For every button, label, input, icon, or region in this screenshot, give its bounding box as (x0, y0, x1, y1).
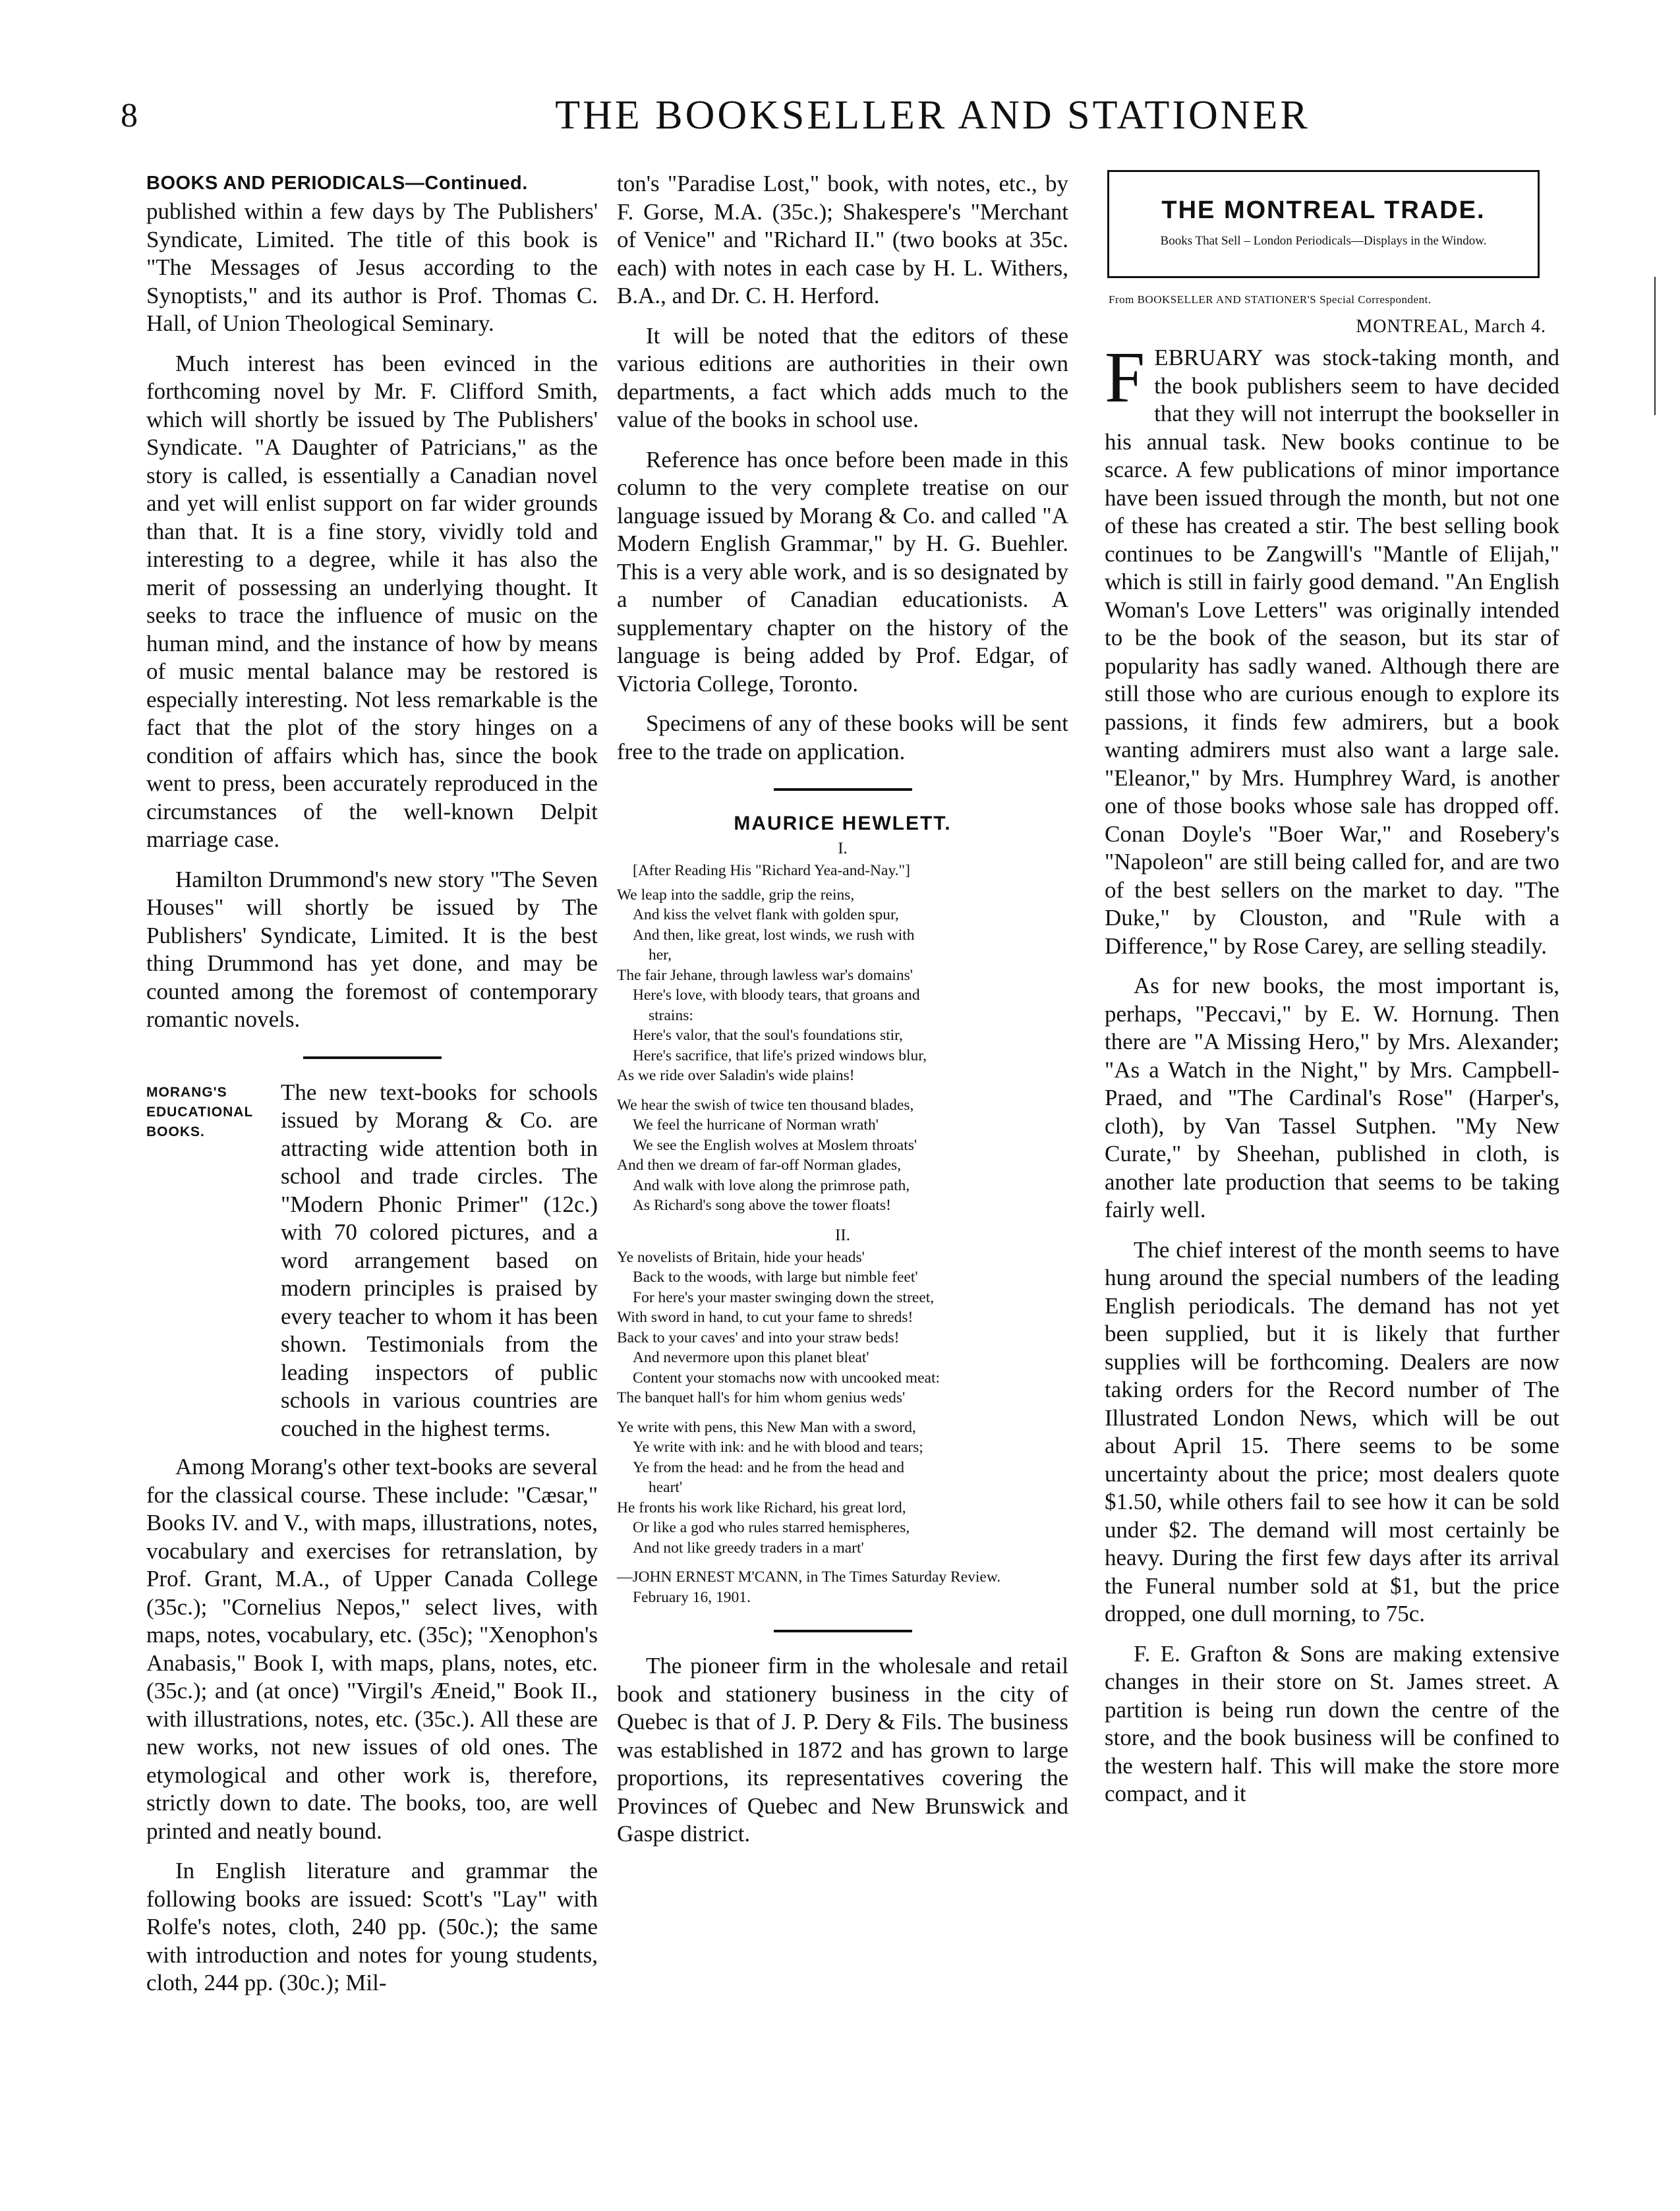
poem-stanza (617, 885, 1068, 1086)
poem (617, 861, 1068, 1607)
poem-line: heart' (649, 1479, 683, 1496)
paragraph: Specimens of any of these books will be sent free to the trade on application. (617, 710, 1068, 764)
poem-part-numeral: II. (835, 1226, 850, 1244)
poem-line: Back to the woods, with large but nimble feet' (633, 1269, 918, 1286)
poem-line: Here's valor, that the soul's foundations stir, (633, 1027, 903, 1044)
poem-line: We see the English wolves at Moslem throats' (633, 1136, 917, 1154)
divider (303, 1056, 442, 1059)
article-title-box (1107, 170, 1540, 278)
poem-line: And then we dream of far-off Norman glades, (617, 1157, 902, 1174)
paragraph: Hamilton Drummond's new story "The Seven Houses" will shortly be issued by The Publishers' Syndicate, Limited. It is the best thing Drummond has yet done, and may be counted among the foremost of contemporary romantic novels. (146, 866, 598, 1032)
poem-line: Back to your caves' and into your straw beds! (617, 1329, 900, 1346)
poem-line: The fair Jehane, through lawless war's domains' (617, 966, 913, 984)
divider (774, 1630, 912, 1632)
page-number: 8 (121, 97, 138, 134)
divider (774, 788, 912, 791)
column-1 (146, 170, 598, 2009)
paragraph: In English literature and grammar the following books are issued: Scott's "Lay" with Rolfe's notes, cloth, 240 pp. (50c.); the same with introduction and notes for young students, cloth, 244 pp. (30c.); Mil- (146, 1858, 598, 1996)
side-heading: MORANG'S EDUCATIONAL BOOKS. (146, 1084, 254, 1139)
poem-line: And nevermore upon this planet bleat' (633, 1349, 869, 1366)
poem-line: With sword in hand, to cut your fame to shreds! (617, 1309, 913, 1326)
poem-line: Here's sacrifice, that life's prized windows blur, (633, 1047, 927, 1064)
poem-title: MAURICE HEWLETT. (734, 813, 952, 834)
masthead-title: THE BOOKSELLER AND STATIONER (555, 93, 1310, 138)
article-title: THE MONTREAL TRADE. (1161, 196, 1486, 224)
poem-line: We hear the swish of twice ten thousand blades, (617, 1096, 914, 1114)
dateline: MONTREAL, March 4. (1356, 316, 1546, 337)
paragraph: The new text-books for schools issued by Morang & Co. are attracting wide attention both in school and trade circles. The "Modern Phonic Primer" (12c.) with 70 colored pictures, and a word arrangement based on modern principles is praised by every teacher to whom it has been shown. Testimonials from the leading inspectors of public schools in various countries are couched in the highest terms. (281, 1079, 598, 1441)
paragraph: Among Morang's other text-books are several for the classical course. These include: "Cæsar," Books IV. and V., with maps, illustrations, notes, vocabulary and exercises for retranslation, by Prof. Grant, M.A., of Upper Canada College (35c.); "Cornelius Nepos," select lives, with maps, notes, vocabulary, etc. (35c); "Xenophon's Anabasis," Book I, with maps, plans, notes, etc. (35c.); and (at once) "Virgil's Æneid," Book II., with illustrations, notes, etc. (35c.). All these are new works, not new issues of old ones. The etymological and other work is, therefore, strictly down to date. The books, too, are well printed and neatly bound. (146, 1454, 598, 1844)
column-rule (1654, 277, 1656, 415)
poem-line: Ye write with pens, this New Man with a sword, (617, 1418, 916, 1436)
poem-attribution (617, 1567, 1068, 1607)
poem-line: As Richard's song above the tower floats! (633, 1197, 891, 1214)
poem-line: And not like greedy traders in a mart' (633, 1539, 864, 1557)
drop-cap: F (1105, 337, 1145, 417)
paragraph: ton's "Paradise Lost," book, with notes, etc., by F. Gorse, M.A. (35c.); Shakespere's "Merchant of Venice" and "Richard II." (two books at 35c. each) with notes in each case by H. L. Withers, B.A., and Dr. C. H. Herford. (617, 171, 1068, 308)
paragraph: F. E. Grafton & Sons are making extensive changes in their store on St. James street. A partition is being run down the centre of the store, and the book business will be confined to the western half. This will make the store more compact, and it (1105, 1640, 1559, 1806)
poem-line: her, (649, 946, 672, 963)
correspondent-line: From BOOKSELLER AND STATIONER'S Special Correspondent. (1109, 293, 1432, 306)
poem-line: Ye from the head: and he from the head and (633, 1458, 904, 1476)
poem-line: Content your stomachs now with uncooked meat: (633, 1369, 941, 1387)
poem-stanza (617, 1248, 1068, 1408)
poem-line: For here's your master swinging down the street, (633, 1288, 935, 1306)
poem-line: Ye write with ink: and he with blood and tears; (633, 1439, 923, 1456)
paragraph: published within a few days by The Publishers' Syndicate, Limited. The title of this book is "The Messages of Jesus according to the Synoptists," and its author is Prof. Thomas C. Hall, of Union Theological Seminary. (146, 198, 598, 336)
paragraph: Much interest has been evinced in the forthcoming novel by Mr. F. Clifford Smith, which will shortly be issued by The Publishers' Syndicate. "A Daughter of Patricians," as the story is called, is essentially a Canadian novel and yet will enlist support on far wider grounds than that. It is a fine story, vividly told and interesting to a degree, while it has also the merit of possessing an underlying thought. It seeks to trace the influence of music on the human mind, and the instance of how by means of music mental balance may be restored is especially interesting. Not less remarkable is the fact that the plot of the story hinges on a condition of affairs which has, since the book went to press, been accurately reproduced in the circumstances of the well-known Delpit marriage case. (146, 350, 598, 852)
poem-subtitle: [After Reading His "Richard Yea-and-Nay."] (633, 862, 910, 879)
poem-line: We leap into the saddle, grip the reins, (617, 886, 855, 904)
paragraph: It will be noted that the editors of these various editions are authorities in their own departments, a fact which adds much to the value of the books in school use. (617, 322, 1068, 432)
poem-line: Ye novelists of Britain, hide your heads' (617, 1248, 865, 1266)
poem-stanza (617, 1095, 1068, 1216)
paragraph: The chief interest of the month seems to have hung around the special numbers of the leading English periodicals. The demand has not yet been supplied, but it is likely that further supplies will be forthcoming. Dealers are now taking orders for the Record number of The Illustrated London News, which will be out about April 15. There seems to be some uncertainty about the price; most dealers quote $1.50, while others fail to see how it can be sold under $2. The demand will most certainly be heavy. During the first few days after its arrival the Funeral number sold at $1, but the price dropped, one dull morning, to 75c. (1105, 1236, 1559, 1626)
poem-line: And then, like great, lost winds, we rush with (633, 926, 915, 944)
poem-author: —JOHN ERNEST M'CANN, in The Times Saturday Review. (617, 1568, 1001, 1586)
paragraph-with-dropcap: FEBRUARY was stock-taking month, and the book publishers seem to have decided that they will not interrupt the bookseller in his annual task. New books continue to be scarce. A few publications of minor importance have been issued through the month, but not one of these has created a stir. The best selling book continues to be Zangwill's "Mantle of Elijah," which is still in fairly good demand. "An English Woman's Love Letters" was originally intended to be the book of the season, but its star of popularity has sadly waned. Although there are still those who are curious enough to explore its passions, it finds few admirers, but a book wanting admirers must also want a large sale. "Eleanor," by Mrs. Humphrey Ward, is another one of those books whose sale has dropped off. Conan Doyle's "Boer War," and Rosebery's "Napoleon" are still being called for, and are two of the best sellers on the market to day. "The Duke," by Clouston, and "Rule with a Difference," by Rose Carey, are selling steadily. (1105, 337, 1559, 959)
poem-line: He fronts his work like Richard, his great lord, (617, 1499, 906, 1516)
poem-line: Or like a god who rules starred hemispheres, (633, 1519, 910, 1536)
paragraph: As for new books, the most important is, perhaps, "Peccavi," by E. W. Hornung. Then there are "A Missing Hero," by Mrs. Alexander; "As a Watch in the Night," by Mrs. Campbell-Praed, and "The Cardinal's Rose" (Harper's, cloth), by Van Tassel Sutphen. "My New Curate," by Sheehan, published in cloth, is another late production that seems to be taking fairly well. (1105, 973, 1559, 1222)
poem-line: The banquet hall's for him whom genius weds' (617, 1389, 906, 1406)
article-subtitle: Books That Sell – London Periodicals—Displays in the Window. (1160, 234, 1487, 248)
poem-line: As we ride over Saladin's wide plains! (617, 1067, 855, 1084)
column-2 (617, 170, 1068, 1860)
section-heading: BOOKS AND PERIODICALS—Continued. (146, 173, 528, 194)
poem-stanza (617, 1418, 1068, 1559)
poem-part-numeral: I. (838, 840, 848, 857)
paragraph: The pioneer firm in the wholesale and retail book and stationery business in the city of Quebec is that of J. P. Dery & Fils. The business was established in 1872 and has grown to large proportions, its representatives covering the Provinces of Quebec and New Brunswick and Gaspe district. (617, 1653, 1068, 1847)
side-heading-block (146, 1079, 598, 1443)
poem-line: We feel the hurricane of Norman wrath' (633, 1116, 879, 1134)
column-3 (1105, 170, 1559, 1820)
poem-line: And walk with love along the primrose path, (633, 1176, 910, 1194)
poem-line: And kiss the velvet flank with golden spur, (633, 906, 899, 923)
paragraph: Reference has once before been made in this column to the very complete treatise on our language issued by Morang & Co. and called "A Modern English Grammar," by H. G. Buehler. This is a very able work, and is so designated by a number of Canadian educationists. A supplementary chapter on the history of the language is being added by Prof. Edgar, of Victoria College, Toronto. (617, 446, 1068, 697)
poem-line: strains: (649, 1006, 693, 1024)
poem-date: February 16, 1901. (633, 1588, 751, 1606)
poem-line: Here's love, with bloody tears, that groans and (633, 987, 920, 1004)
